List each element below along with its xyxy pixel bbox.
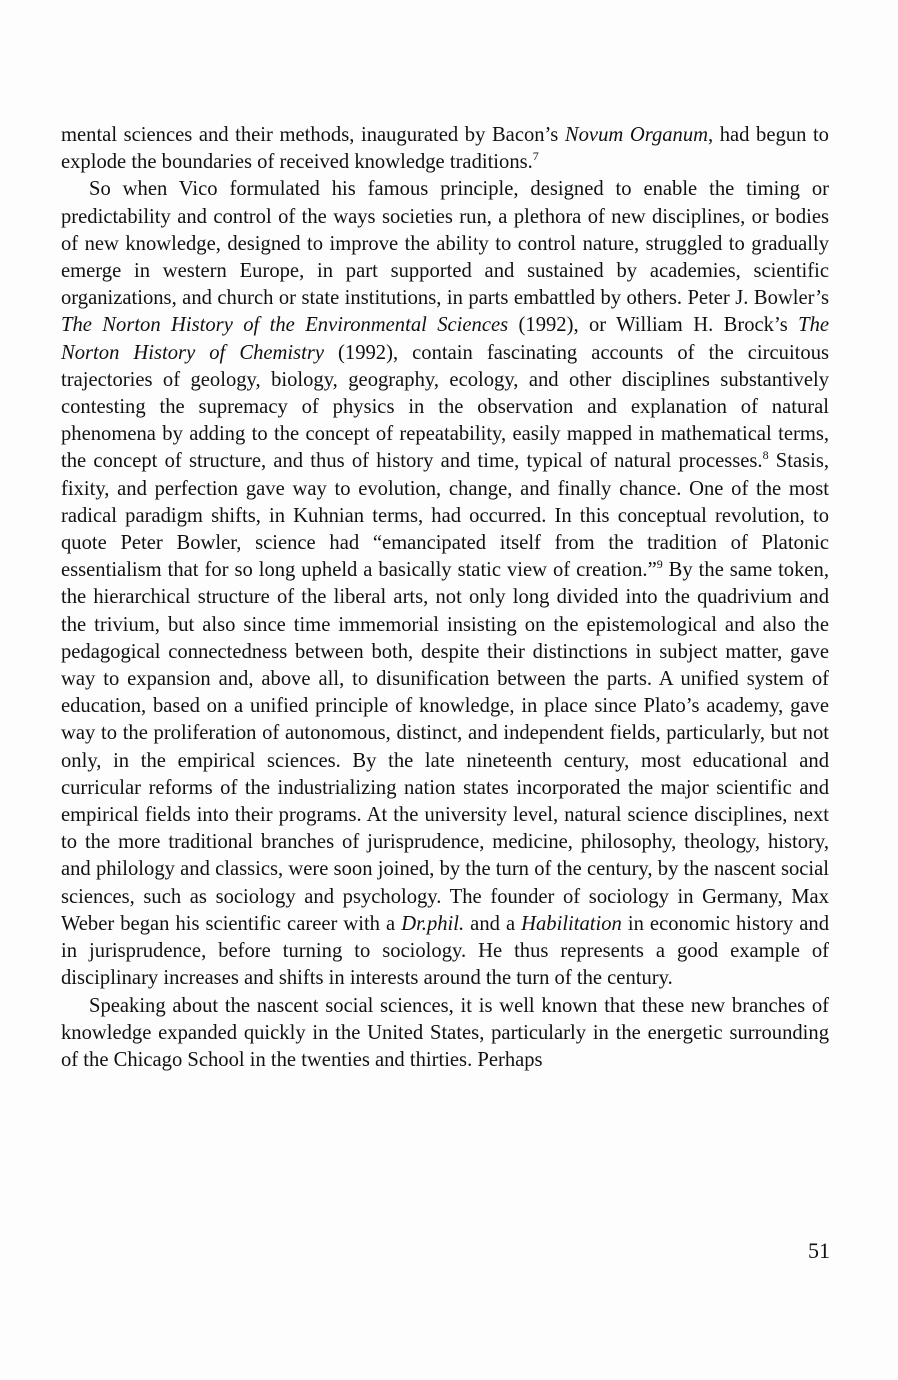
text-run: (1992), or William H. Brock’s (508, 314, 799, 337)
text-run: Stasis, fixity, and perfection gave way to evolution, change, and finally chance. One of the most radical paradigm shifts, in Kuhnian terms, had occurred. In this conceptual revolution, to quote Peter Bowler, science had “emancipated itself from the tradition of Platonic essentialism that for so long upheld a basically static view of creation.” (61, 450, 829, 582)
text-run: mental sciences and their methods, inaugurated by Bacon’s (61, 124, 565, 146)
text-run: in economic history and in jurisprudence, before turning to sociology. He thus represents a good example of disciplinary increases and shifts in interests around the turn of the century. (61, 912, 829, 990)
italic-title: The Norton History of the Environmental Sciences (61, 314, 509, 337)
page-number: 51 (808, 1238, 830, 1263)
text-run: By the same token, the hierarchical structure of the liberal arts, not only long divided into the quadrivium and the trivium, but also since time immemorial insisting on the epistemological and also the pedagogical connectedness between both, despite their distinctions in subject matter, gave way to expansion and, above all, to disunification between the parts. A unified system of education, based on a unified principle of knowledge, in place since Plato’s academy, gave way to the proliferation of autonomous, distinct, and independent fields, particularly, but not only, in the empirical sciences. By the late nineteenth century, most educational and curricular reforms of the industrializing nation states incorporated the major scientific and empirical fields into their programs. At the university level, natural science disciplines, next to the more traditional branches of jurisprudence, medicine, philosophy, theology, history, and philology and classics, were soon joined, by the turn of the century, by the nascent social sciences, such as sociology and psychology. The founder of sociology in Germany, Max Weber began his scientific career with a (61, 559, 829, 935)
text-run: and a (464, 912, 522, 935)
text-run: , had begun to explode the boundaries of received knowledge traditions. (61, 124, 829, 174)
italic-title: The Norton History of Chemistry (61, 314, 829, 364)
paragraph (61, 176, 829, 992)
paragraph (61, 993, 829, 1075)
body-text (61, 122, 829, 1074)
text-run: (1992), contain fascinating accounts of the circuitous trajectories of geology, biology, geography, ecology, and other disciplines substantively contesting the supremacy of physics in the observation and explanation of natural phenomena by adding to the concept of repeatability, easily mapped in mathematical terms, the concept of structure, and thus of history and time, typical of natural processes. (61, 341, 830, 473)
italic-title: Habilitation (521, 912, 622, 935)
text-run: So when Vico formulated his famous principle, designed to enable the timing or predictability and control of the ways societies run, a plethora of new disciplines, or bodies of new knowledge, designed to improve the ability to control nature, struggled to gradually emerge in western Europe, in part supported and sustained by academies, scientific organizations, and church or state institutions, in parts embattled by others. Peter J. Bowler’s (61, 178, 829, 310)
text-run: Speaking about the nascent social sciences, it is well known that these new branches of knowledge expanded quickly in the United States, particularly in the energetic surrounding of the Chicago School in the twenties and thirties. Perhaps (61, 994, 829, 1071)
footnote-marker: 7 (532, 149, 539, 164)
paragraph (61, 122, 829, 176)
footnote-marker: 8 (762, 448, 769, 463)
italic-title: Novum Organum (564, 124, 708, 146)
italic-title: Dr.phil. (401, 912, 465, 935)
footnote-marker: 9 (656, 557, 663, 572)
